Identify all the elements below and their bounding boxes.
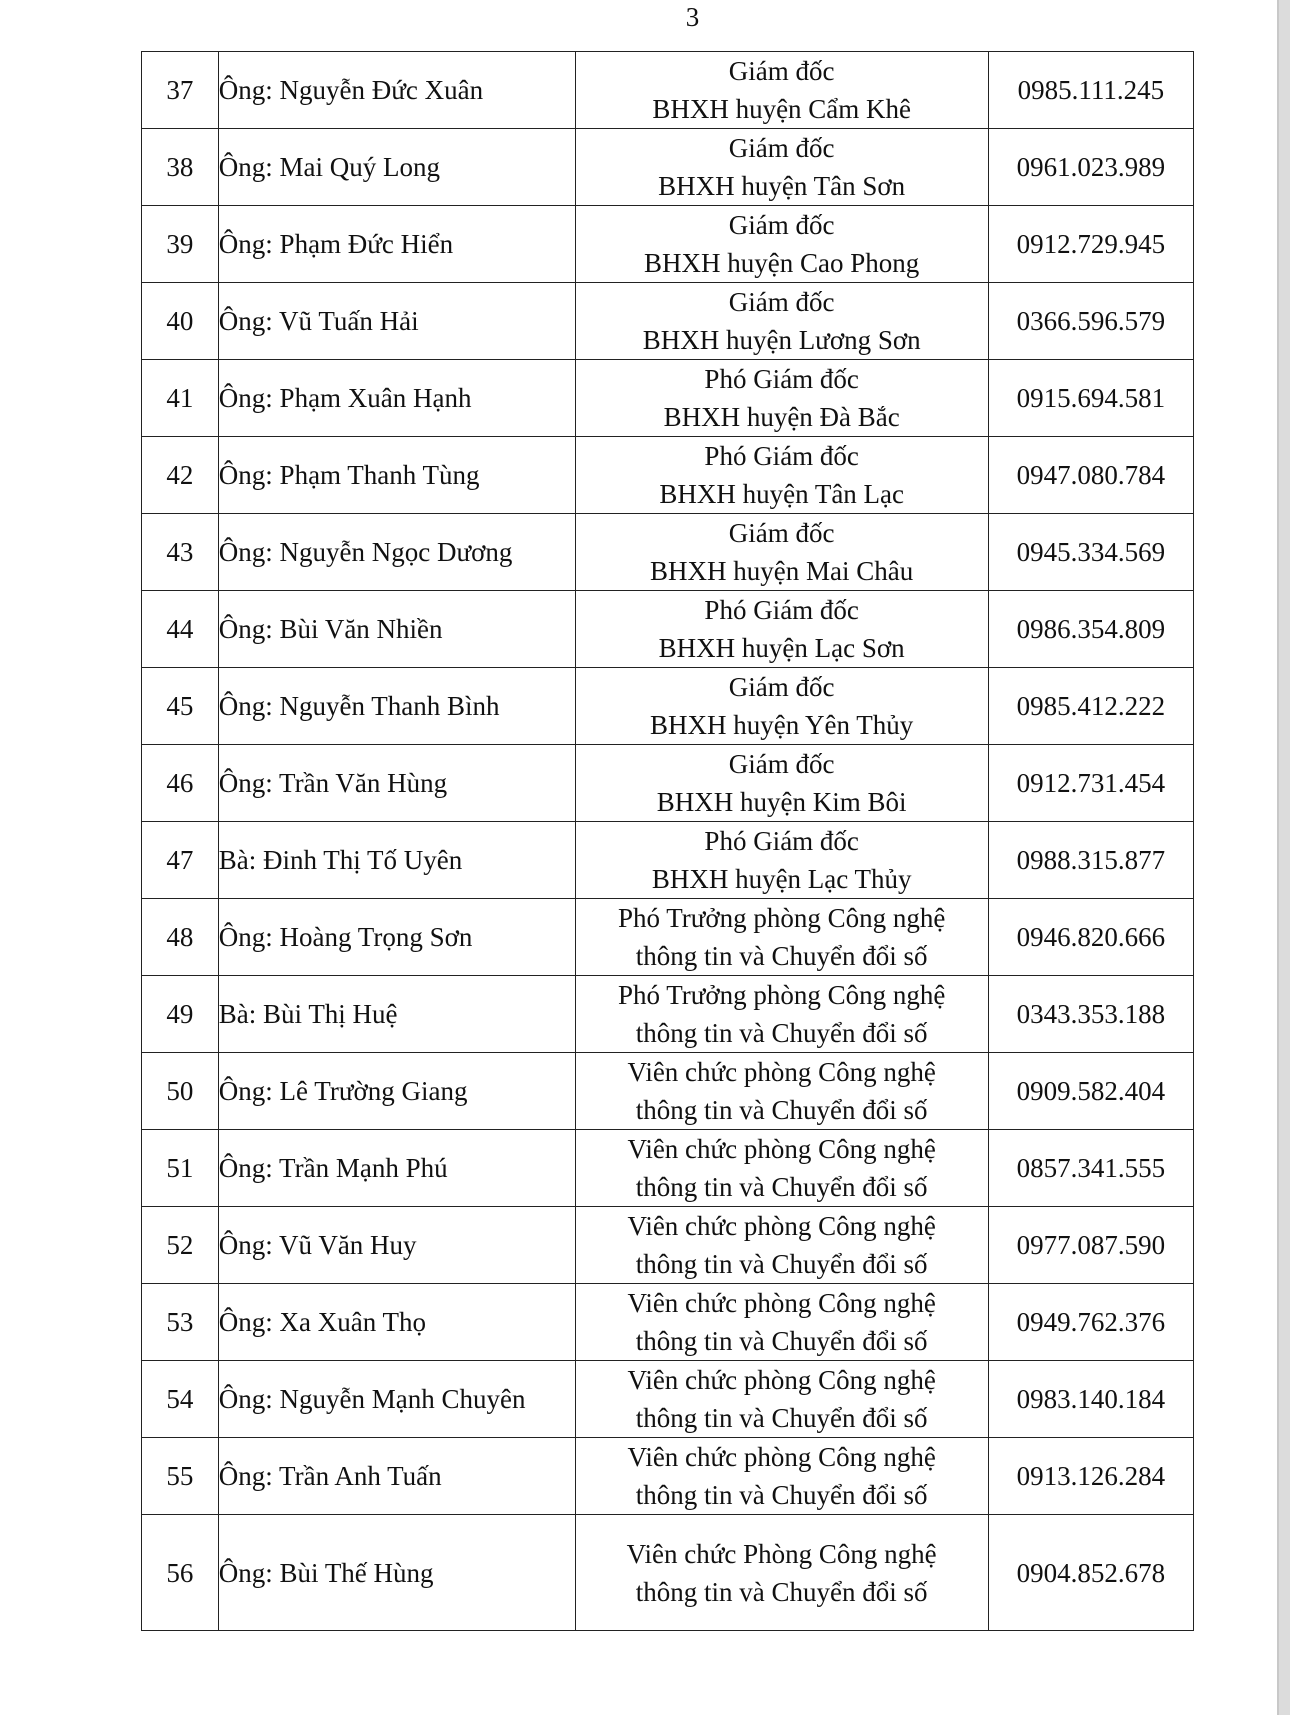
person-name: Ông: Bùi Văn Nhiền bbox=[218, 591, 575, 668]
table-row bbox=[142, 514, 1194, 591]
position-cell bbox=[575, 1515, 988, 1631]
position-unit: thông tin và Chuyển đổi số bbox=[635, 1172, 928, 1202]
row-number: 39 bbox=[142, 206, 219, 283]
table-row bbox=[142, 591, 1194, 668]
position-cell bbox=[575, 1284, 988, 1361]
person-name: Ông: Vũ Văn Huy bbox=[218, 1207, 575, 1284]
person-name: Ông: Phạm Đức Hiển bbox=[218, 206, 575, 283]
person-name: Ông: Mai Quý Long bbox=[218, 129, 575, 206]
position-title: Phó Giám đốc bbox=[704, 441, 859, 471]
position-unit: BHXH huyện Lạc Sơn bbox=[658, 633, 905, 663]
row-number: 40 bbox=[142, 283, 219, 360]
position-title: Phó Trưởng phòng Công nghệ bbox=[617, 903, 946, 933]
person-name: Bà: Đinh Thị Tố Uyên bbox=[218, 822, 575, 899]
row-number: 52 bbox=[142, 1207, 219, 1284]
position-title: Viên chức phòng Công nghệ bbox=[627, 1365, 936, 1395]
row-number: 55 bbox=[142, 1438, 219, 1515]
phone-number: 0946.820.666 bbox=[988, 899, 1193, 976]
row-number: 37 bbox=[142, 52, 219, 129]
position-unit: thông tin và Chuyển đổi số bbox=[635, 1326, 928, 1356]
phone-number: 0912.729.945 bbox=[988, 206, 1193, 283]
phone-number: 0985.111.245 bbox=[988, 52, 1193, 129]
position-unit: BHXH huyện Tân Sơn bbox=[658, 171, 906, 201]
position-title: Giám đốc bbox=[728, 749, 835, 779]
position-title: Phó Giám đốc bbox=[704, 595, 859, 625]
position-unit: BHXH huyện Kim Bôi bbox=[656, 787, 907, 817]
position-unit: BHXH huyện Mai Châu bbox=[650, 556, 914, 586]
table-row bbox=[142, 1361, 1194, 1438]
row-number: 47 bbox=[142, 822, 219, 899]
table-row bbox=[142, 283, 1194, 360]
position-title: Viên chức phòng Công nghệ bbox=[627, 1134, 936, 1164]
row-number: 38 bbox=[142, 129, 219, 206]
person-name: Ông: Trần Anh Tuấn bbox=[218, 1438, 575, 1515]
row-number: 43 bbox=[142, 514, 219, 591]
table-row bbox=[142, 360, 1194, 437]
phone-number: 0977.087.590 bbox=[988, 1207, 1193, 1284]
phone-number: 0983.140.184 bbox=[988, 1361, 1193, 1438]
position-cell bbox=[575, 1130, 988, 1207]
phone-number: 0988.315.877 bbox=[988, 822, 1193, 899]
person-name: Ông: Nguyễn Mạnh Chuyên bbox=[218, 1361, 575, 1438]
table-row bbox=[142, 976, 1194, 1053]
position-cell bbox=[575, 745, 988, 822]
row-number: 48 bbox=[142, 899, 219, 976]
position-title: Phó Trưởng phòng Công nghệ bbox=[617, 980, 946, 1010]
position-title: Giám đốc bbox=[728, 210, 835, 240]
position-unit: thông tin và Chuyển đổi số bbox=[635, 1095, 928, 1125]
person-name: Ông: Xa Xuân Thọ bbox=[218, 1284, 575, 1361]
phone-number: 0947.080.784 bbox=[988, 437, 1193, 514]
phone-number: 0904.852.678 bbox=[988, 1515, 1193, 1631]
position-unit: BHXH huyện Lương Sơn bbox=[642, 325, 921, 355]
phone-number: 0961.023.989 bbox=[988, 129, 1193, 206]
table-row bbox=[142, 1130, 1194, 1207]
row-number: 42 bbox=[142, 437, 219, 514]
person-name: Ông: Trần Văn Hùng bbox=[218, 745, 575, 822]
position-title: Giám đốc bbox=[728, 287, 835, 317]
position-title: Viên chức phòng Công nghệ bbox=[627, 1288, 936, 1318]
phone-number: 0343.353.188 bbox=[988, 976, 1193, 1053]
position-unit: BHXH huyện Đà Bắc bbox=[663, 402, 900, 432]
phone-number: 0857.341.555 bbox=[988, 1130, 1193, 1207]
position-title: Phó Giám đốc bbox=[704, 826, 859, 856]
table-row bbox=[142, 206, 1194, 283]
position-title: Giám đốc bbox=[728, 56, 835, 86]
phone-number: 0986.354.809 bbox=[988, 591, 1193, 668]
position-cell bbox=[575, 514, 988, 591]
position-unit: thông tin và Chuyển đổi số bbox=[635, 1018, 928, 1048]
person-name: Ông: Nguyễn Đức Xuân bbox=[218, 52, 575, 129]
position-title: Phó Giám đốc bbox=[704, 364, 859, 394]
position-unit: BHXH huyện Cẩm Khê bbox=[652, 94, 912, 124]
position-unit: BHXH huyện Yên Thủy bbox=[650, 710, 914, 740]
position-title: Giám đốc bbox=[728, 518, 835, 548]
position-cell bbox=[575, 1361, 988, 1438]
person-name: Ông: Nguyễn Thanh Bình bbox=[218, 668, 575, 745]
person-name: Ông: Bùi Thế Hùng bbox=[218, 1515, 575, 1631]
phone-number: 0913.126.284 bbox=[988, 1438, 1193, 1515]
position-unit: thông tin và Chuyển đổi số bbox=[635, 1480, 928, 1510]
position-cell bbox=[575, 1053, 988, 1130]
phone-number: 0366.596.579 bbox=[988, 283, 1193, 360]
phone-number: 0912.731.454 bbox=[988, 745, 1193, 822]
position-title: Viên chức phòng Công nghệ bbox=[627, 1211, 936, 1241]
person-name: Ông: Trần Mạnh Phú bbox=[218, 1130, 575, 1207]
position-cell bbox=[575, 206, 988, 283]
table-row bbox=[142, 1053, 1194, 1130]
phone-number: 0909.582.404 bbox=[988, 1053, 1193, 1130]
table-row bbox=[142, 1515, 1194, 1631]
position-title: Viên chức phòng Công nghệ bbox=[627, 1442, 936, 1472]
table-row bbox=[142, 437, 1194, 514]
row-number: 46 bbox=[142, 745, 219, 822]
table-row bbox=[142, 745, 1194, 822]
position-unit: BHXH huyện Lạc Thủy bbox=[651, 864, 912, 894]
contact-table bbox=[141, 51, 1194, 1631]
table-row bbox=[142, 129, 1194, 206]
position-unit: BHXH huyện Tân Lạc bbox=[659, 479, 905, 509]
position-unit: thông tin và Chuyển đổi số bbox=[635, 1249, 928, 1279]
row-number: 53 bbox=[142, 1284, 219, 1361]
position-cell bbox=[575, 976, 988, 1053]
phone-number: 0985.412.222 bbox=[988, 668, 1193, 745]
position-unit: BHXH huyện Cao Phong bbox=[644, 248, 920, 278]
position-cell bbox=[575, 899, 988, 976]
person-name: Ông: Phạm Thanh Tùng bbox=[218, 437, 575, 514]
person-name: Ông: Vũ Tuấn Hải bbox=[218, 283, 575, 360]
position-cell bbox=[575, 129, 988, 206]
row-number: 45 bbox=[142, 668, 219, 745]
position-title: Viên chức phòng Công nghệ bbox=[627, 1057, 936, 1087]
table-row bbox=[142, 1284, 1194, 1361]
position-cell bbox=[575, 822, 988, 899]
position-cell bbox=[575, 283, 988, 360]
row-number: 54 bbox=[142, 1361, 219, 1438]
page-number: 3 bbox=[685, 2, 700, 32]
position-cell bbox=[575, 1207, 988, 1284]
position-title: Giám đốc bbox=[728, 133, 835, 163]
row-number: 50 bbox=[142, 1053, 219, 1130]
position-cell bbox=[575, 437, 988, 514]
person-name: Ông: Hoàng Trọng Sơn bbox=[218, 899, 575, 976]
position-cell bbox=[575, 360, 988, 437]
table-row bbox=[142, 1207, 1194, 1284]
row-number: 56 bbox=[142, 1515, 219, 1631]
table-row bbox=[142, 52, 1194, 129]
position-cell bbox=[575, 52, 988, 129]
row-number: 51 bbox=[142, 1130, 219, 1207]
phone-number: 0945.334.569 bbox=[988, 514, 1193, 591]
person-name: Ông: Phạm Xuân Hạnh bbox=[218, 360, 575, 437]
person-name: Ông: Nguyễn Ngọc Dương bbox=[218, 514, 575, 591]
position-unit: thông tin và Chuyển đổi số bbox=[635, 941, 928, 971]
person-name: Ông: Lê Trường Giang bbox=[218, 1053, 575, 1130]
row-number: 41 bbox=[142, 360, 219, 437]
person-name: Bà: Bùi Thị Huệ bbox=[218, 976, 575, 1053]
phone-number: 0915.694.581 bbox=[988, 360, 1193, 437]
table-row bbox=[142, 822, 1194, 899]
table-row bbox=[142, 668, 1194, 745]
row-number: 44 bbox=[142, 591, 219, 668]
position-unit: thông tin và Chuyển đổi số bbox=[635, 1576, 928, 1607]
phone-number: 0949.762.376 bbox=[988, 1284, 1193, 1361]
position-unit: thông tin và Chuyển đổi số bbox=[635, 1403, 928, 1433]
row-number: 49 bbox=[142, 976, 219, 1053]
position-cell bbox=[575, 591, 988, 668]
position-title: Viên chức Phòng Công nghệ bbox=[626, 1538, 937, 1569]
position-title: Giám đốc bbox=[728, 672, 835, 702]
position-cell bbox=[575, 1438, 988, 1515]
table-row bbox=[142, 1438, 1194, 1515]
table-row bbox=[142, 899, 1194, 976]
position-cell bbox=[575, 668, 988, 745]
